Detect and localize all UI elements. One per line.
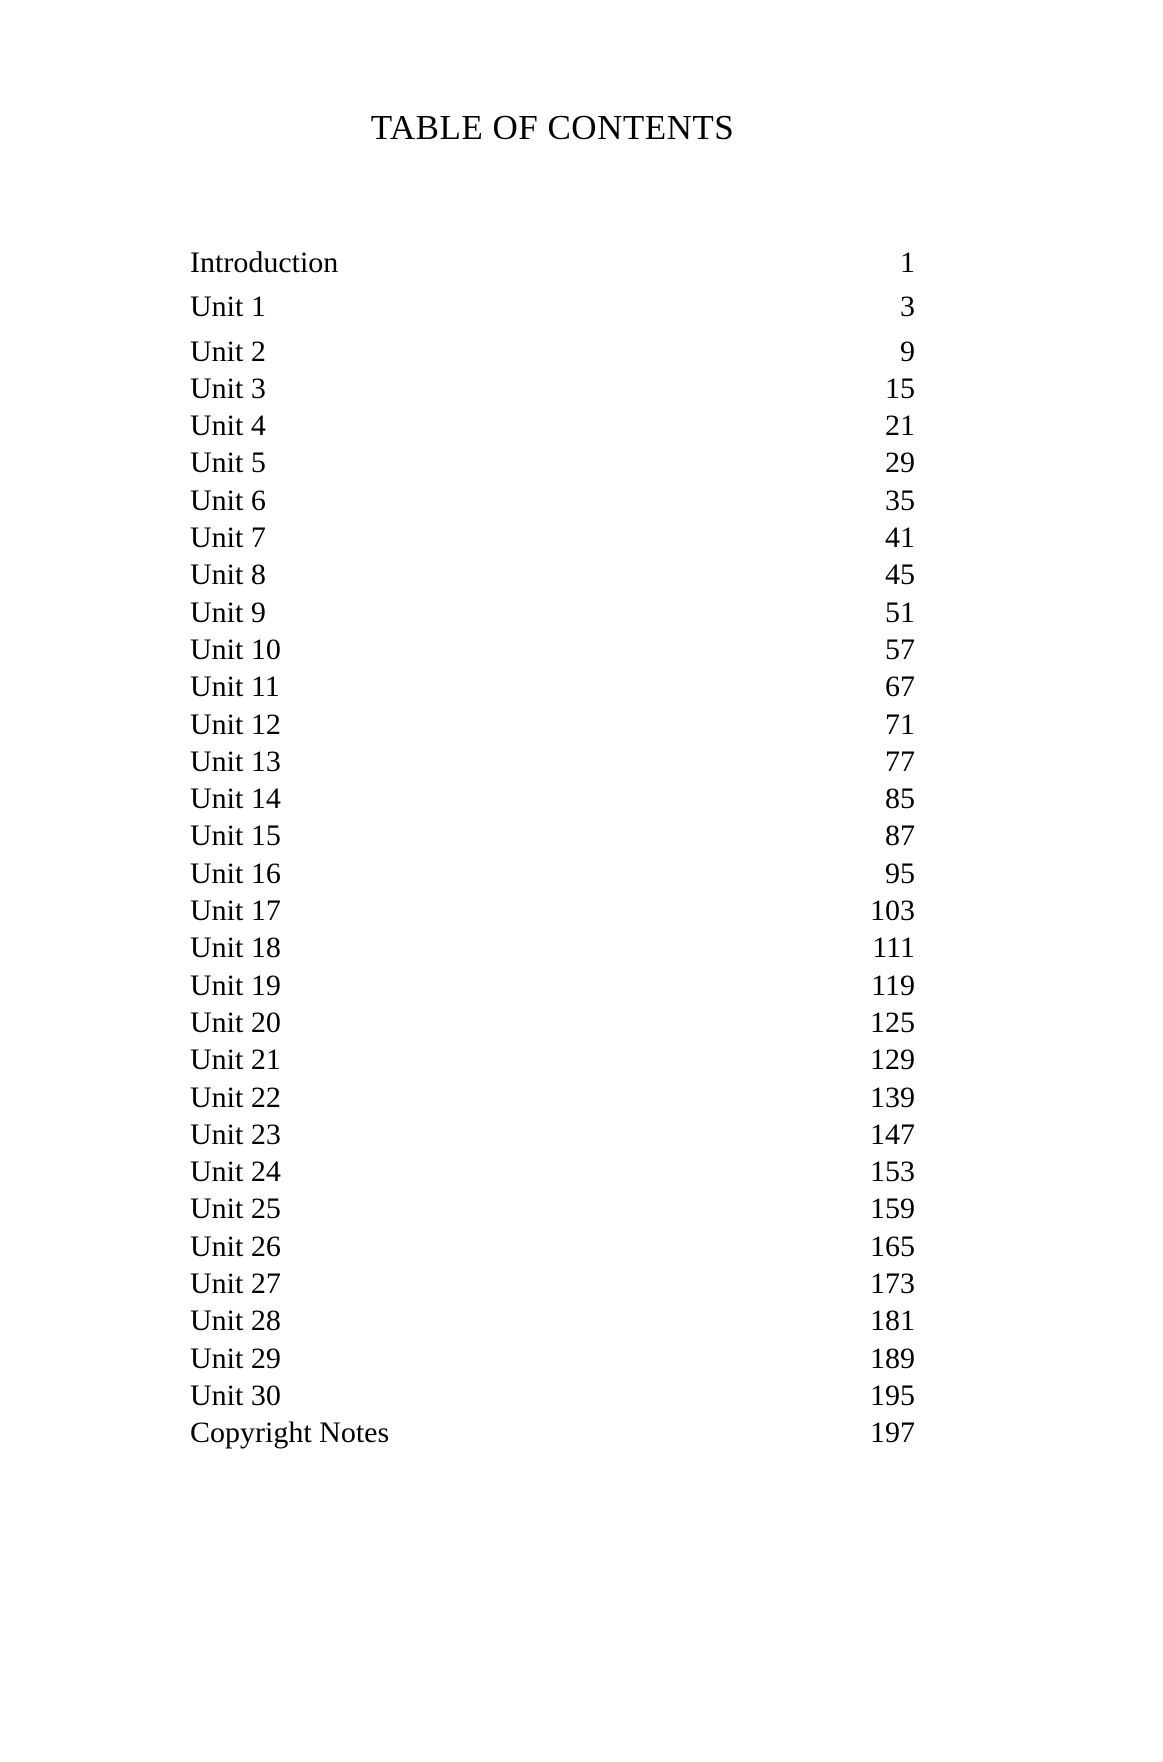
toc-entry-label: Unit 17 — [190, 894, 281, 928]
toc-entry-row — [190, 482, 915, 519]
toc-entry-row — [190, 244, 915, 281]
toc-entry-page-number: 95 — [885, 856, 915, 890]
toc-entry-label: Unit 19 — [190, 968, 281, 1002]
document-page — [190, 0, 915, 1452]
toc-entry-label: Unit 11 — [190, 670, 280, 704]
toc-entry-label: Unit 29 — [190, 1341, 281, 1375]
toc-entry-row — [190, 1228, 915, 1265]
toc-entry-label: Unit 14 — [190, 782, 281, 816]
toc-entry-page-number: 57 — [885, 632, 915, 666]
page-title: TABLE OF CONTENTS — [370, 108, 735, 147]
toc-entry-label: Unit 30 — [190, 1378, 281, 1412]
toc-entry-row — [190, 631, 915, 668]
toc-entry-label: Unit 27 — [190, 1267, 281, 1301]
toc-entry-label: Unit 15 — [190, 819, 281, 853]
toc-entry-row — [190, 1153, 915, 1190]
toc-entry-label: Unit 24 — [190, 1155, 281, 1189]
toc-entry-row — [190, 556, 915, 593]
toc-entry-page-number: 29 — [885, 446, 915, 480]
toc-entry-row — [190, 855, 915, 892]
toc-entry-label: Copyright Notes — [190, 1416, 390, 1450]
toc-entry-page-number: 35 — [885, 483, 915, 517]
toc-entry-page-number: 85 — [885, 782, 915, 816]
toc-entry-page-number: 129 — [870, 1043, 915, 1077]
toc-entry-label: Unit 1 — [190, 290, 266, 324]
toc-entry-label: Unit 3 — [190, 371, 266, 405]
toc-entry-row — [190, 288, 915, 325]
toc-entry-page-number: 77 — [885, 744, 915, 778]
toc-entry-row — [190, 370, 915, 407]
toc-entry-page-number: 103 — [870, 894, 915, 928]
toc-entry-row — [190, 743, 915, 780]
toc-entry-page-number: 3 — [900, 290, 915, 324]
toc-entry-page-number: 125 — [870, 1005, 915, 1039]
toc-entry-page-number: 51 — [885, 595, 915, 629]
toc-entry-label: Unit 28 — [190, 1304, 281, 1338]
toc-entry-label: Unit 23 — [190, 1117, 281, 1151]
toc-entry-row — [190, 333, 915, 370]
toc-entry-row — [190, 444, 915, 481]
toc-entry-label: Unit 5 — [190, 446, 266, 480]
toc-entry-page-number: 173 — [870, 1267, 915, 1301]
toc-entry-label: Unit 6 — [190, 483, 266, 517]
toc-entry-page-number: 189 — [870, 1341, 915, 1375]
toc-entry-page-number: 139 — [870, 1080, 915, 1114]
toc-entry-row — [190, 1004, 915, 1041]
toc-entry-page-number: 195 — [870, 1378, 915, 1412]
toc-entry-label: Unit 2 — [190, 334, 266, 368]
toc-entry-label: Unit 18 — [190, 931, 281, 965]
toc-entry-row — [190, 817, 915, 854]
toc-entry-row — [190, 519, 915, 556]
toc-entry-row — [190, 1041, 915, 1078]
toc-entry-page-number: 71 — [885, 707, 915, 741]
toc-entry-label: Unit 4 — [190, 409, 266, 443]
toc-entry-row — [190, 967, 915, 1004]
toc-entry-page-number: 9 — [900, 334, 915, 368]
toc-entry-label: Unit 7 — [190, 521, 266, 555]
toc-entry-label: Unit 21 — [190, 1043, 281, 1077]
toc-entry-row — [190, 706, 915, 743]
toc-entry-page-number: 153 — [870, 1155, 915, 1189]
toc-entry-row — [190, 1377, 915, 1414]
toc-entry-page-number: 15 — [885, 371, 915, 405]
toc-entry-page-number: 147 — [870, 1117, 915, 1151]
toc-entry-page-number: 111 — [872, 931, 915, 965]
toc-entry-label: Unit 25 — [190, 1192, 281, 1226]
toc-entry-label: Introduction — [190, 246, 339, 279]
toc-entry-label: Unit 16 — [190, 856, 281, 890]
toc-entry-page-number: 197 — [870, 1416, 915, 1450]
toc-entry-row — [190, 1414, 915, 1451]
toc-entry-row — [190, 594, 915, 631]
toc-entry-label: Unit 10 — [190, 632, 281, 666]
toc-entry-page-number: 67 — [885, 670, 915, 704]
toc-entry-label: Unit 22 — [190, 1080, 281, 1114]
toc-entry-label: Unit 12 — [190, 707, 281, 741]
toc-entry-page-number: 87 — [885, 819, 915, 853]
toc-entry-label: Unit 8 — [190, 558, 266, 592]
toc-entry-page-number: 165 — [870, 1229, 915, 1263]
toc-entry-page-number: 159 — [870, 1192, 915, 1226]
toc-entry-row — [190, 1340, 915, 1377]
toc-entry-page-number: 45 — [885, 558, 915, 592]
toc-entry-page-number: 119 — [871, 968, 915, 1002]
toc-entry-row — [190, 668, 915, 705]
toc-entry-row — [190, 1265, 915, 1302]
toc-entry-row — [190, 1079, 915, 1116]
toc-entry-page-number: 1 — [900, 246, 915, 279]
toc-entry-page-number: 21 — [885, 409, 915, 443]
toc-entry-row — [190, 780, 915, 817]
toc-entry-row — [190, 1190, 915, 1227]
toc-entry-page-number: 181 — [870, 1304, 915, 1338]
toc-entry-page-number: 41 — [885, 521, 915, 555]
toc-entry-row — [190, 407, 915, 444]
toc-entry-label: Unit 26 — [190, 1229, 281, 1263]
toc-entry-label: Unit 9 — [190, 595, 266, 629]
toc-entry-row — [190, 892, 915, 929]
table-of-contents — [190, 244, 915, 1452]
toc-entry-row — [190, 1116, 915, 1153]
toc-entry-label: Unit 20 — [190, 1005, 281, 1039]
toc-entry-row — [190, 1302, 915, 1339]
toc-entry-label: Unit 13 — [190, 744, 281, 778]
toc-entry-row — [190, 929, 915, 966]
